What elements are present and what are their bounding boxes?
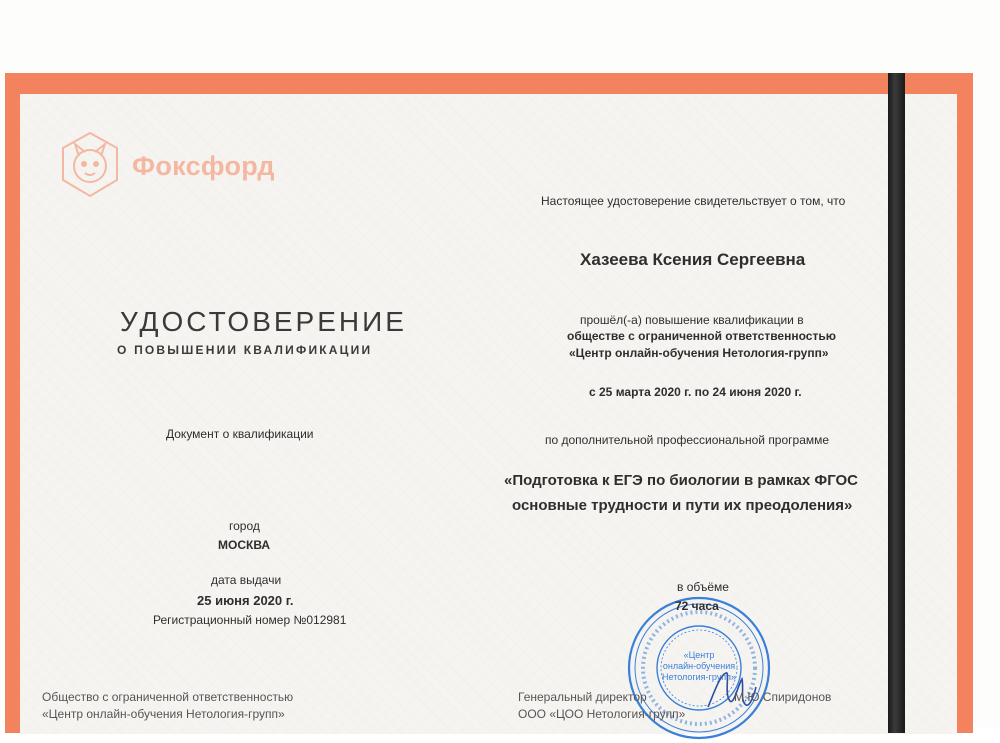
volume-label: в объёме [677, 580, 729, 594]
registration-number: Регистрационный номер №012981 [153, 613, 347, 627]
director-organization: ООО «ЦОО Нетология-групп» [518, 707, 686, 721]
passed-text: прошёл(-а) повышение квалификации в [580, 313, 804, 327]
binding-ribbon [888, 73, 905, 733]
city-label: город [229, 519, 260, 533]
issue-date-label: дата выдачи [211, 573, 282, 587]
program-title-line-1: «Подготовка к ЕГЭ по биологии в рамках ФГОС [504, 472, 858, 489]
recipient-name: Хазеева Ксения Сергеевна [580, 250, 806, 269]
stamp-text-line-3: Нетология-групп» [661, 672, 737, 682]
intro-text: Настоящее удостоверение свидетельствует о том, что [541, 194, 846, 208]
stamp-text-line-1: «Центр [683, 650, 715, 660]
director-name: М.Ю.Спиридонов [734, 690, 832, 704]
footer-org-line-2: «Центр онлайн-обучения Нетология-групп» [42, 707, 285, 721]
logo-wordmark: Фоксфорд [132, 151, 275, 181]
certificate-subtitle: О ПОВЫШЕНИИ КВАЛИФИКАЦИИ [117, 343, 373, 357]
footer-org-line-1: Общество с ограниченной ответственностью [42, 690, 294, 704]
hours-value: 72 часа [675, 599, 719, 613]
training-period: с 25 марта 2020 г. по 24 июня 2020 г. [589, 385, 802, 399]
issue-date-value: 25 июня 2020 г. [197, 593, 294, 608]
director-title: Генеральный директор [518, 690, 647, 704]
certificate-title: УДОСТОВЕРЕНИЕ [120, 306, 407, 337]
document-type: Документ о квалификации [166, 427, 314, 441]
stamp-text-line-2: онлайн-обучения [662, 661, 736, 671]
organization-line-2: «Центр онлайн-обучения Нетология-групп» [569, 346, 829, 360]
program-title-line-2: основные трудности и пути их преодоления» [512, 497, 853, 514]
organization-line-1: обществе с ограниченной ответственностью [567, 329, 836, 343]
program-intro: по дополнительной профессиональной программе [545, 433, 830, 447]
city-value: МОСКВА [218, 538, 271, 552]
